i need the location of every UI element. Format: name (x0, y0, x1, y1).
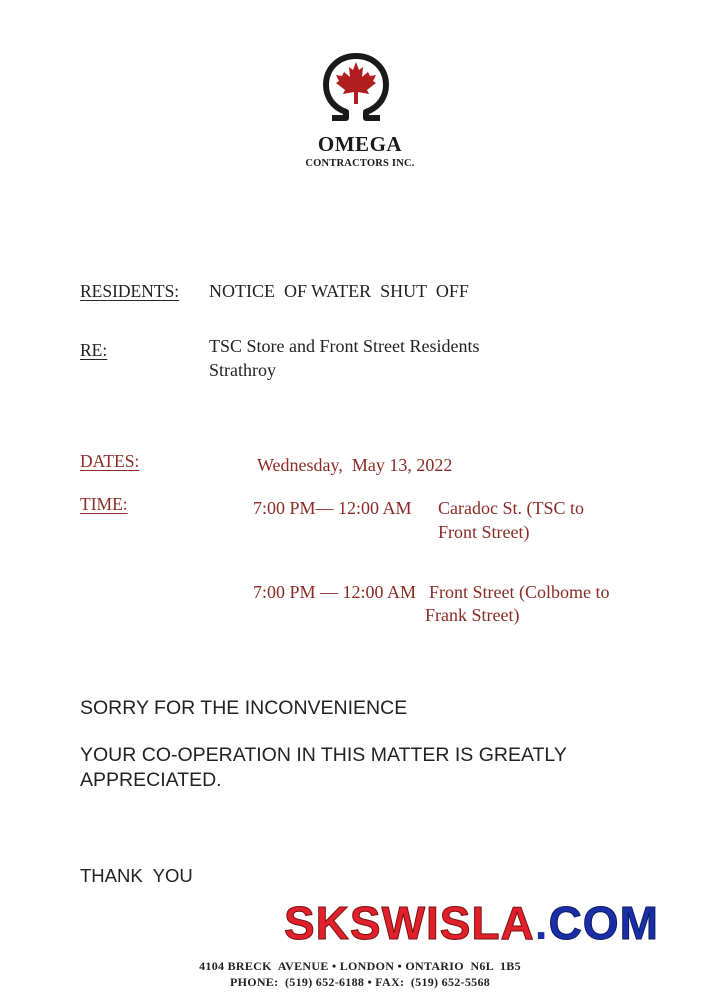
omega-maple-leaf-logo-icon (318, 52, 394, 122)
sorry-text: SORRY FOR THE INCONVENIENCE (80, 697, 408, 719)
time-2-location-line-2: Frank Street) (425, 605, 520, 625)
thank-you: THANK YOU (80, 865, 193, 886)
time-2-range: 7:00 PM — 12:00 AM (253, 582, 417, 602)
dates-value: Wednesday, May 13, 2022 (257, 455, 453, 475)
time-label: TIME: (80, 494, 128, 514)
time-1-range: 7:00 PM— 12:00 AM (253, 498, 412, 518)
watermark-dot: . (534, 897, 549, 949)
company-name: OMEGA (317, 132, 403, 156)
watermark (284, 896, 659, 950)
time-2-location-line-1: Front Street (Colbome to (429, 582, 610, 602)
footer-address: 4104 BRECK AVENUE • LONDON • ONTARIO N6L 1B5 (199, 959, 521, 973)
re-line-2: Strathroy (209, 360, 276, 380)
dates-label: DATES: (80, 451, 140, 471)
residents-label: RESIDENTS: (80, 281, 180, 301)
time-1-location-line-2: Front Street) (438, 522, 530, 542)
watermark-part-1: SKSWISLA (284, 897, 535, 949)
re-label: RE: (80, 340, 108, 360)
footer-contact: PHONE: (519) 652-6188 • FAX: (519) 652-5568 (229, 975, 491, 989)
cooperation-line-1: YOUR CO-OPERATION IN THIS MATTER IS GREATLY (80, 744, 567, 766)
re-line-1: TSC Store and Front Street Residents (209, 336, 480, 356)
time-1-location-line-1: Caradoc St. (TSC to (438, 498, 584, 518)
notice-title: NOTICE OF WATER SHUT OFF (209, 281, 469, 301)
watermark-part-3: COM (548, 897, 659, 949)
cooperation-line-2: APPRECIATED. (80, 769, 222, 791)
company-subname: CONTRACTORS INC. (305, 158, 415, 169)
